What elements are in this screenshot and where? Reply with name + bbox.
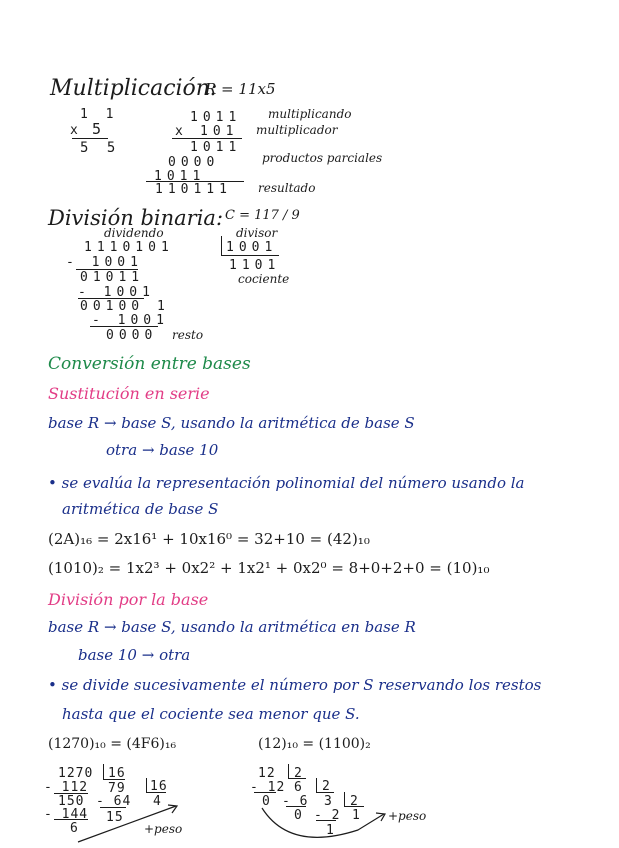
division-step-2: 01011 (80, 270, 145, 285)
division-remainder: 0000 (106, 328, 158, 343)
binary-op: x (175, 124, 188, 139)
binary-partial-2: 0000 (168, 155, 220, 170)
quotient: 1101 (229, 258, 281, 273)
w1-s3: - 64 (96, 794, 132, 809)
w1-s2: - 144 (44, 807, 89, 822)
w2-q2: 3 (324, 794, 333, 809)
w2-q1: 6 (294, 780, 303, 795)
w2-peso: +peso (388, 809, 427, 823)
sustitucion-line-1: base R → base S, usando la aritmética de base S (48, 414, 415, 432)
w1-r3: 15 (106, 810, 124, 825)
w1-q1: 79 (108, 781, 126, 796)
division-base-example-2: (12)₁₀ = (1100)₂ (258, 736, 371, 752)
binary-partial-3: 1011 (154, 169, 206, 184)
multiplication-title: Multiplicación: (50, 76, 218, 101)
division-step-4: 00100 1 (80, 299, 170, 314)
division-base-line-2: base 10 → otra (78, 646, 191, 664)
division-base-line-1: base R → base S, usando la aritmética en base R (48, 618, 416, 636)
conversion-title: Conversión entre bases (48, 354, 251, 374)
label-cociente: cociente (238, 272, 290, 286)
w2-n: 12 (258, 766, 276, 781)
label-divisor: divisor (236, 226, 278, 240)
binary-partial-1: 1011 (190, 140, 242, 155)
division-title: División binaria: (48, 206, 224, 230)
decimal-top: 1 1 (80, 107, 119, 122)
w2-r3: 1 (326, 823, 335, 838)
w1-peso: +peso (144, 822, 183, 836)
division-base-example-1: (1270)₁₀ = (4F6)₁₆ (48, 736, 177, 752)
w2-s2: - 6 (282, 794, 309, 809)
division-base-bullet-cont: hasta que el cociente sea menor que S. (62, 705, 360, 723)
dividend: 1110101 (84, 240, 174, 255)
multiplication-formula: R = 11x5 (205, 80, 276, 98)
division-step-5: - 1001 (92, 313, 169, 328)
w2-r1: 0 (262, 794, 271, 809)
w1-q2: 4 (153, 794, 162, 809)
sustitucion-bullet-cont: aritmética de base S (62, 500, 219, 518)
division-step-3: - 1001 (78, 285, 155, 300)
w2-d2: 2 (322, 779, 331, 794)
decimal-op: x (70, 123, 83, 138)
division-formula: C = 117 / 9 (225, 208, 300, 223)
binary-multiplicando: 1011 (190, 110, 242, 125)
label-multiplicando: multiplicando (268, 107, 352, 121)
sustitucion-bullet: • se evalúa la representación polinomial del número usando la (48, 474, 525, 492)
w1-r1: 150 (58, 794, 85, 809)
sustitucion-title: Sustitución en serie (48, 384, 210, 403)
w2-s3: - 2 (314, 808, 341, 823)
w1-dividend: 1270 (58, 766, 94, 781)
binary-result: 110111 (155, 182, 232, 197)
division-base-bullet: • se divide sucesivamente el número por S reservando los restos (48, 676, 542, 694)
sustitucion-line-2: otra → base 10 (106, 441, 219, 459)
label-multiplicador: multiplicador (256, 123, 338, 137)
w1-s1: - 112 (44, 780, 89, 795)
w2-s1: - 12 (250, 780, 286, 795)
w2-d3: 2 (350, 794, 359, 809)
sustitucion-example-1: (2A)₁₆ = 2x16¹ + 10x16⁰ = 32+10 = (42)₁₀ (48, 530, 370, 548)
label-resto: resto (172, 328, 204, 342)
division-step-1: - 1001 (66, 255, 143, 270)
w2-d: 2 (294, 766, 303, 781)
label-dividendo: dividendo (104, 226, 164, 240)
decimal-bottom: 5 (92, 120, 107, 138)
w1-divisor: 16 (108, 766, 126, 781)
w1-d2: 16 (150, 779, 168, 794)
label-resultado: resultado (258, 181, 316, 195)
sustitucion-example-2: (1010)₂ = 1x2³ + 0x2² + 1x2¹ + 0x2⁰ = 8+0+2+0 = (10)₁₀ (48, 559, 490, 577)
division-base-title: División por la base (48, 590, 209, 609)
label-productos-parciales: productos parciales (262, 151, 383, 165)
decimal-result: 5 5 (80, 140, 121, 156)
w1-r2: 6 (70, 821, 79, 836)
w2-r2: 0 (294, 808, 303, 823)
divisor: 1001 (226, 240, 278, 255)
binary-multiplicador: 101 (200, 124, 239, 139)
w2-q3: 1 (352, 808, 361, 823)
